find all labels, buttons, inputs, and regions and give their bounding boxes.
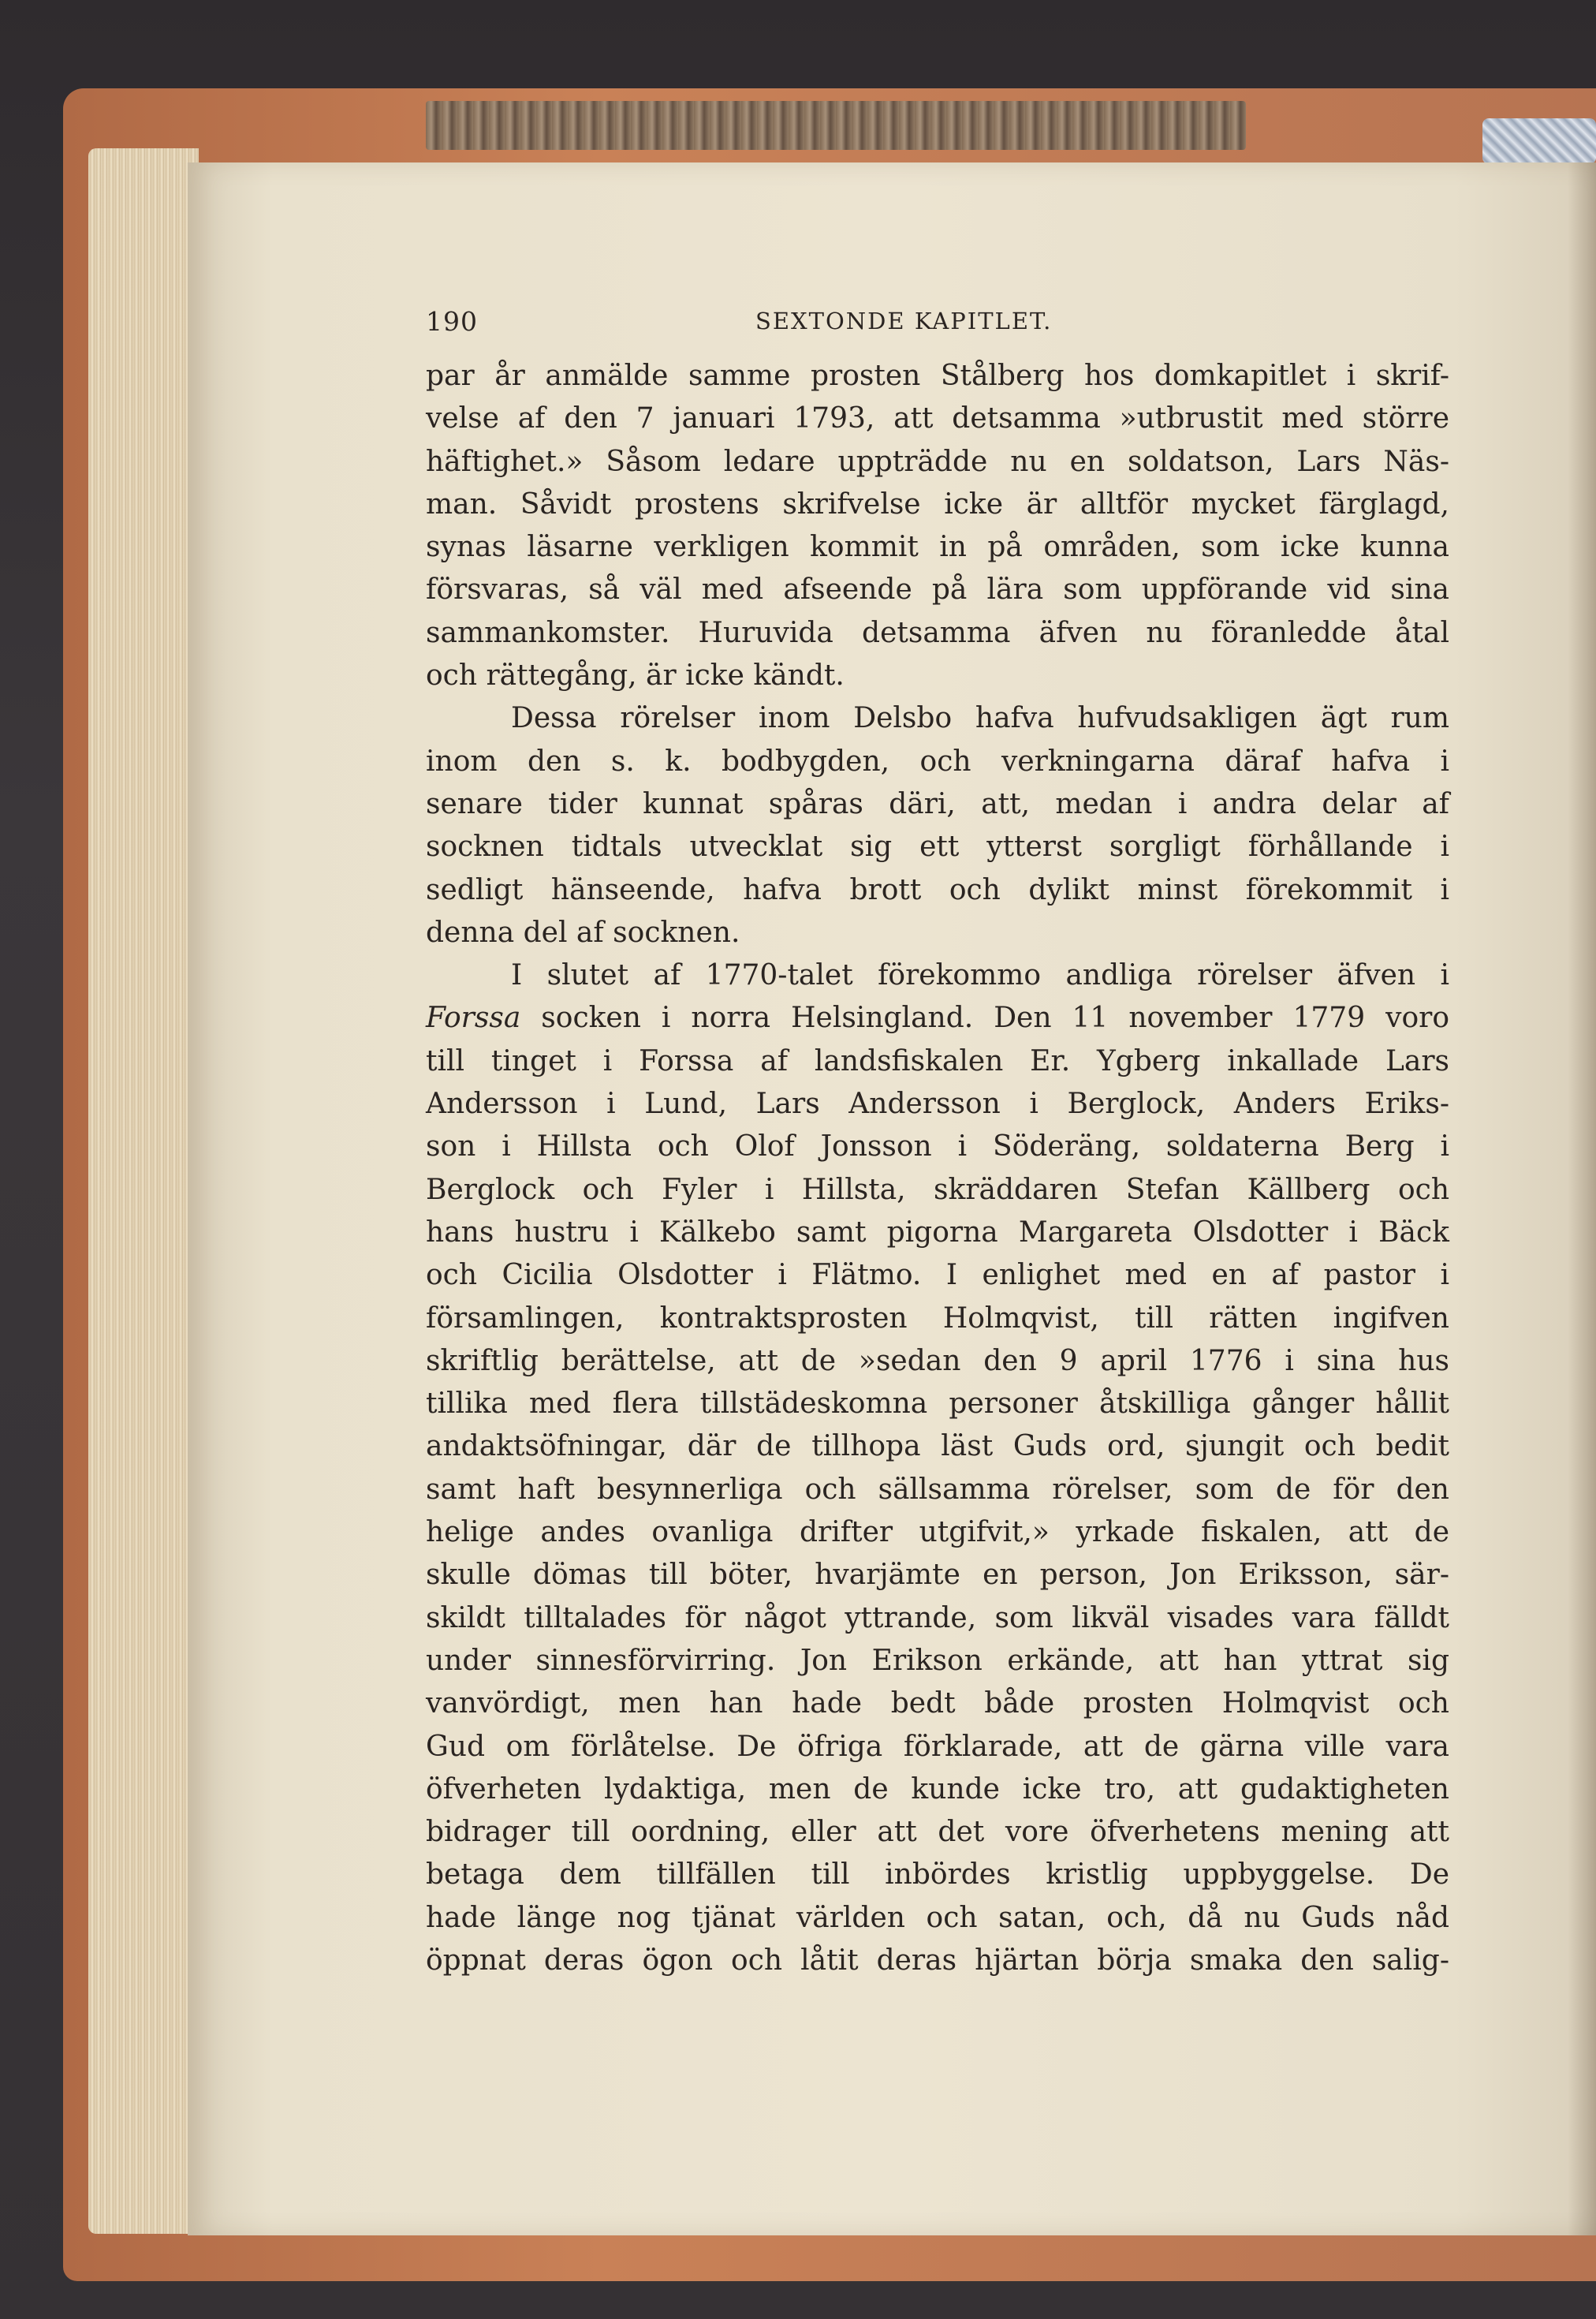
text-line: helige andes ovanliga drifter utgifvit,» yrkade fiskalen, att de (426, 1516, 1449, 1549)
paragraph-3 (426, 954, 1449, 1982)
text-line-mixed (426, 997, 1449, 1040)
text-line: och rättegång, är icke kändt. (426, 659, 845, 693)
text-line: skulle dömas till böter, hvarjämte en person, Jon Eriksson, sär- (426, 1559, 1449, 1592)
text-line: synas läsarne verkligen kommit in på områden, som icke kunna (426, 531, 1449, 564)
text-line: par år anmälde samme prosten Stålberg hos domkapitlet i skrif- (426, 360, 1449, 392)
text-line: försvaras, så väl med afseende på lära som uppförande vid sina (426, 573, 1449, 607)
paragraph-1 (426, 355, 1449, 697)
text-line: sammankomster. Huruvida detsamma äfven nu föranledde åtal (426, 616, 1449, 649)
text-line: öfverheten lydaktiga, men de kunde icke tro, att gudaktigheten (426, 1772, 1449, 1806)
book-page (188, 162, 1596, 2235)
text-line: sedligt hänseende, hafva brott och dylikt minst förekommit i (426, 873, 1449, 906)
headband-thread (1482, 118, 1596, 164)
running-head (426, 306, 1451, 353)
text-line: Dessa rörelser inom Delsbo hafva hufvudsakligen ägt rum (511, 702, 1449, 735)
text-line: tillika med flera tillstädeskomna personer åtskilliga gånger hållit (426, 1387, 1449, 1421)
text-line: son i Hillsta och Olof Jonsson i Söderäng, soldaterna Berg i (426, 1130, 1449, 1163)
text-line: betaga dem tillfällen till inbördes kristlig uppbyggelse. De (426, 1858, 1449, 1891)
text-line: Berglock och Fyler i Hillsta, skräddaren Stefan Källberg och (426, 1173, 1449, 1206)
text-line: senare tider kunnat spåras däri, att, medan i andra delar af (426, 787, 1449, 820)
chapter-title: SEXTONDE KAPITLET. (755, 308, 1053, 334)
gutter-shadow (1568, 162, 1596, 2235)
text-line: andaktsöfningar, där de tillhopa läst Guds ord, sjungit och bedit (426, 1430, 1449, 1463)
text-line: man. Såvidt prostens skrifvelse icke är alltför mycket färglagd, (426, 487, 1449, 521)
text-line: socknen tidtals utvecklat sig ett ytterst sorgligt förhållande i (426, 831, 1449, 864)
text-line: församlingen, kontraktsprosten Holmqvist, till rätten ingifven (426, 1301, 1449, 1335)
text-line: skriftlig berättelse, att de »sedan den 9 april 1776 i sina hus (426, 1344, 1449, 1377)
text-line: och Cicilia Olsdotter i Flätmo. I enlighet med en af pastor i (426, 1259, 1449, 1292)
text-line: bidrager till oordning, eller att det vore öfverhetens mening att (426, 1816, 1449, 1849)
text-line: hans hustru i Kälkebo samt pigorna Margareta Olsdotter i Bäck (426, 1216, 1449, 1249)
page-edges (88, 148, 199, 2234)
text-line: Gud om förlåtelse. De öfriga förklarade, att de gärna ville vara (426, 1730, 1449, 1763)
text-line: skildt tilltalades för något yttrande, som likväl visades vara fälldt (426, 1601, 1449, 1634)
text-line: samt haft besynnerliga och sällsamma rörelser, som de för den (426, 1473, 1449, 1506)
text-line: I slutet af 1770-talet förekommo andliga rörelser äfven i (511, 959, 1449, 992)
text-line: häftighet.» Såsom ledare uppträdde nu en soldatson, Lars Näs- (426, 445, 1449, 478)
text-fragment: socken i norra Helsingland. Den 11 november 1779 voro (520, 1002, 1449, 1035)
page-number: 190 (426, 306, 478, 337)
paragraph-2 (426, 697, 1449, 954)
text-line: denna del af socknen. (426, 916, 740, 949)
text-line: öppnat deras ögon och låtit deras hjärtan börja smaka den salig- (426, 1944, 1449, 1977)
text-line: inom den s. k. bodbygden, och verkningarna däraf hafva i (426, 745, 1449, 778)
body-text (426, 355, 1449, 1982)
text-line: velse af den 7 januari 1793, att detsamma »utbrustit med större (426, 402, 1449, 435)
book-spine-headband (426, 101, 1246, 150)
italic-place-name: Forssa (426, 1002, 521, 1035)
text-line: till tinget i Forssa af landsfiskalen Er. Ygberg inkallade Lars (426, 1044, 1449, 1077)
text-line: vanvördigt, men han hade bedt både prosten Holmqvist och (426, 1687, 1449, 1720)
text-line: under sinnesförvirring. Jon Erikson erkände, att han yttrat sig (426, 1644, 1449, 1677)
text-line: Andersson i Lund, Lars Andersson i Berglock, Anders Eriks- (426, 1088, 1449, 1121)
text-line: hade länge nog tjänat världen och satan, och, då nu Guds nåd (426, 1901, 1449, 1934)
